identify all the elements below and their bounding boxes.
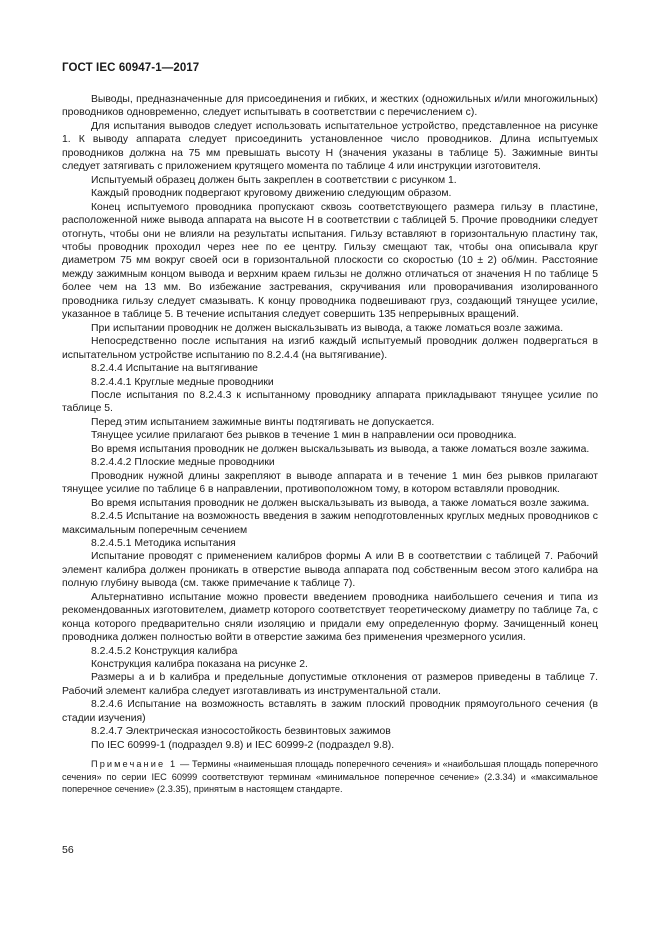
paragraph: Испытуемый образец должен быть закреплен в соответствии с рисунком 1. — [91, 174, 457, 186]
paragraph: Каждый проводник подвергают круговому движению следующим образом. — [91, 188, 452, 200]
page-number: 56 — [62, 844, 74, 856]
paragraph: После испытания по 8.2.4.3 к испытанному проводнику аппарата прикладывают тянущее усилие по таблице 5. — [62, 389, 598, 415]
section-heading: 8.2.4.4.2 Плоские медные проводники — [91, 457, 275, 469]
paragraph: При испытании проводник не должен выскальзывать из вывода, а также ломаться возле зажима. — [91, 322, 564, 334]
paragraph: Размеры a и b калибра и предельные допустимые отклонения от размеров приведены в таблице 7. Рабочий элемент калибра следует изготавливать из инструментальной стали. — [62, 672, 598, 697]
section-heading: 8.2.4.4.1 Круглые медные проводники — [91, 376, 274, 388]
paragraph: Проводник нужной длины закрепляют в выводе аппарата и в течение 1 мин без рывков прилагают тянущее усилие по таблице 6 в направлении, противоположном тому, в котором вставляли проводник. — [62, 470, 598, 496]
note — [62, 758, 598, 796]
section-heading: 8.2.4.6 Испытание на возможность вставлять в зажим плоский проводник прямоугольного сечения (в стадии изучения) — [62, 699, 598, 724]
paragraph: Для испытания выводов следует использовать испытательное устройство, представленное на рисунке 1. К выводу аппарата следует присоединить установленное число проводников. Длина испытуемых проводников должна на 75 мм превышать высоту Н (значения указаны в таблице 5). Зажимные винты следует затягивать с приложением крутящего момента по таблице 4 или инструкции изготовителя. — [62, 120, 598, 173]
paragraph: Тянущее усилие прилагают без рывков в течение 1 мин в направлении оси проводника. — [91, 430, 517, 442]
section-heading: 8.2.4.5 Испытание на возможность введения в зажим неподготовленных круглых медных проводников с максимальным поперечным сечением — [62, 511, 598, 536]
paragraph: Перед этим испытанием зажимные винты подтягивать не допускается. — [91, 416, 435, 428]
note-label: Примечание 1 — [91, 759, 178, 770]
main-text — [62, 93, 598, 796]
paragraph: Испытание проводят с применением калибров формы А или В в соответствии с таблицей 7. Рабочий элемент калибра должен проникать в отверстие вывода аппарата под собственным весом этого калибра на полную глубину вывода (см. также примечание к таблице 7). — [62, 551, 598, 590]
paragraph: Во время испытания проводник не должен выскальзывать из вывода, а также ломаться возле зажима. — [91, 443, 590, 455]
section-heading: 8.2.4.5.1 Методика испытания — [91, 537, 236, 549]
page-header: ГОСТ IEC 60947-1—2017 — [62, 62, 200, 74]
section-heading: 8.2.4.5.2 Конструкция калибра — [91, 645, 238, 657]
paragraph: Конструкция калибра показана на рисунке 2. — [91, 659, 308, 671]
note-text: — Термины «наименьшая площадь поперечного сечения» и «наибольшая площадь поперечного сечения» по серии IEC 60999 соответствуют терминам «минимальное поперечное сечение» (2.3.34) и «максимальное поперечное сечение» (2.3.35), принятым в настоящем стандарте. — [62, 759, 599, 795]
paragraph: Во время испытания проводник не должен выскальзывать из вывода, а также ломаться возле зажима. — [91, 497, 590, 509]
paragraph: По IEC 60999-1 (подраздел 9.8) и IEC 60999-2 (подраздел 9.8). — [91, 739, 395, 751]
paragraph: Альтернативно испытание можно провести введением проводника наибольшего сечения и типа из рекомендованных изготовителем, диаметр которого соответствует теоретическому диаметру по таблице 7а, с конца которого предварительно сняли изоляцию и придали ему определенную форму. Зачищенный конец проводника должен полностью войти в отверстие зажима без применения чрезмерного усилия. — [62, 591, 598, 644]
paragraph: Непосредственно после испытания на изгиб каждый испытуемый проводник должен подвергаться в испытательном устройстве испытанию по 8.2.4.4 (на вытягивание). — [62, 336, 598, 361]
paragraph: Конец испытуемого проводника пропускают сквозь соответствующего размера гильзу в пластине, расположенной ниже вывода аппарата на высоте Н в соответствии с таблицей 5. Прочие проводники следует отогнуть, чтобы они не влияли на результаты испытания. Гильзу вставляют в горизонтальную пластину так, чтобы проводник проходил через нее по ее центру. Гильзу смещают так, чтобы она описывала круг диаметром 75 мм вокруг своей оси в горизонтальной плоскости со скоростью (10 ± 2) об/мин. Расстояние между зажимным концом вывода и верхним краем гильзы не должно отличаться от значения Н по таблице 5 более чем на 13 мм. Во избежание застревания, скручивания или проворачивания изолированного проводника гильзу следует смазывать. К концу проводника подвешивают груз, создающий тянущее усилие, указанное в таблице 5. В течение испытания следует совершить 135 непрерывных вращений. — [62, 201, 598, 321]
paragraph: Выводы, предназначенные для присоединения и гибких, и жестких (одножильных и/или многожильных) проводников одновременно, следует испытывать в соответствии с перечислением с). — [62, 94, 598, 119]
section-heading: 8.2.4.7 Электрическая износостойкость безвинтовых зажимов — [91, 726, 391, 738]
section-heading: 8.2.4.4 Испытание на вытягивание — [91, 363, 258, 375]
